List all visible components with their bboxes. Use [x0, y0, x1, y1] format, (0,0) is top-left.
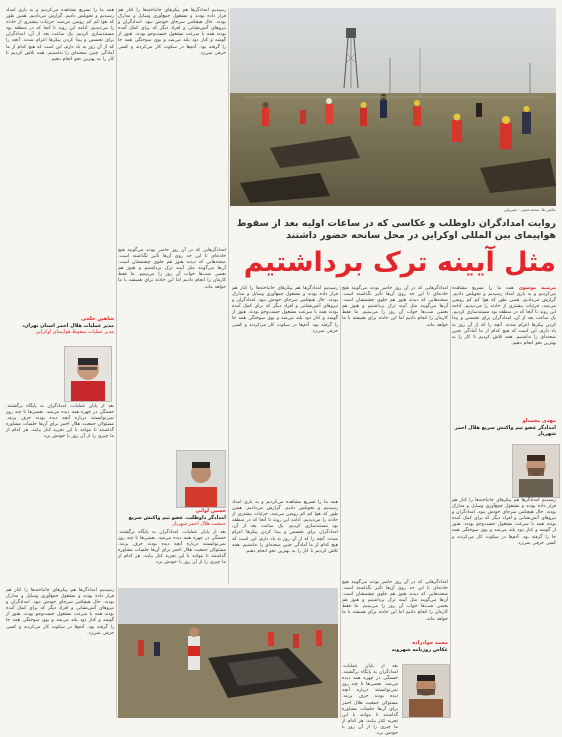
person-2-name: حسین لواتی — [195, 508, 226, 514]
person-1-role: مدیر عملیات هلال احمر استان تهران، — [22, 322, 114, 329]
person-3-byline — [452, 418, 556, 438]
intro-text: همه ما را تسریع مشاهده می‌کردیم و به یاری امداد رسیدیم و تحویلش دادیم. گزارش می‌دادیم. همین طور که هوا کم کم روشن می‌شد، جزئیات بیشتری از حادثه را می‌دیدیم. ادامه این روند تا آنجا که در منطقه بود مستندسازی کردیم. یک ساعت بعد از آن، امدادگران برای تجسس و پیدا کردن پیکرها اعزام شدند. آنچه را که از آن روز به یاد دارم، این است که هیچ کدام از ما آمادگی چنین صحنه‌ای را نداشتیم. همه تلاش کردیم تا کار را به بهترین نحو انجام دهیم. — [452, 286, 556, 346]
article-column-mid-2: امدادگرهایی که در آن روز حاضر بودند می‌گویند هیچ حادثه‌ای تا این حد روی آن‌ها تأثیر نگذاشته است. صحنه‌هایی که دیدند هنوز هم جلوی چشمشان است. آن‌ها می‌گویند مثل آیینه ترک برداشتیم و هنوز هم بعضی شب‌ها خواب آن روز را می‌بینیم. ما فقط کارمان را انجام دادیم اما این حادثه برای همیشه با ما خواهد ماند. — [342, 286, 448, 328]
crash-site-photo — [230, 8, 556, 206]
person-1-sub: مدیر عملیات سقوط هواپیمای اوکراین — [35, 329, 114, 335]
article-column-bottom-2: بعد از پایان عملیات، امدادگران به پایگاه برگشتند. خستگی در چهره همه دیده می‌شد. بعضی‌ها تا چند روز نمی‌توانستند درباره آنچه دیده بودند حرف بزنند. مسئولان جمعیت هلال احمر برای آن‌ها جلسات مشاوره گذاشتند تا بتوانند با این تجربه کنار بیایند. هر کدام از ما چیزی را از آن روز با خودش برد. — [342, 664, 398, 737]
person-2-byline — [118, 508, 226, 528]
person-2-sub: جمعیت هلال احمر شهریار — [172, 521, 226, 527]
person-4-avatar — [402, 664, 450, 718]
article-column-left-5: بعد از پایان عملیات، امدادگران به پایگاه برگشتند. خستگی در چهره همه دیده می‌شد. بعضی‌ها تا چند روز نمی‌توانستند درباره آنچه دیده بودند حرف بزنند. مسئولان جمعیت هلال احمر برای آن‌ها جلسات مشاوره گذاشتند تا بتوانند با این تجربه کنار بیایند. هر کدام از ما چیزی را از آن روز با خودش برد. — [118, 530, 226, 566]
photo-caption: عکس ها: محمدحسن - شیرولی — [503, 207, 556, 212]
person-3-avatar — [512, 444, 560, 498]
headline: مثل آیینه ترک برداشتیم — [243, 247, 556, 278]
person-4-role: عکاس روزنامه شهروند — [391, 646, 448, 653]
person-1-avatar — [64, 346, 112, 402]
article-intro — [452, 286, 556, 416]
person-1-byline — [6, 316, 114, 336]
article-column-mid-3: همه ما را تسریع مشاهده می‌کردیم و به یاری امداد رسیدیم و تحویلش دادیم. گزارش می‌دادیم. همین طور که هوا کم کم روشن می‌شد، جزئیات بیشتری از حادثه را می‌دیدیم. ادامه این روند تا آنجا که در منطقه بود مستندسازی کردیم. یک ساعت بعد از آن، امدادگران برای تجسس و پیدا کردن پیکرها اعزام شدند. آنچه را که از آن روز به یاد دارم، این است که هیچ کدام از ما آمادگی چنین صحنه‌ای را نداشتیم. همه تلاش کردیم تا کار را به بهترین نحو انجام دهیم. — [232, 500, 338, 554]
person-2-avatar — [176, 450, 226, 508]
article-column-left-1: همه ما را تسریع مشاهده می‌کردیم و به یاری امداد رسیدیم و تحویلش دادیم. گزارش می‌دادیم. همین طور که هوا کم کم روشن می‌شد، جزئیات بیشتری از حادثه را می‌دیدیم. ادامه این روند تا آنجا که در منطقه بود مستندسازی کردیم. یک ساعت بعد از آن، امدادگران برای تجسس و پیدا کردن پیکرها اعزام شدند. آنچه را که از آن روز به یاد دارم، این است که هیچ کدام از ما آمادگی چنین صحنه‌ای را نداشتیم. همه تلاش کردیم تا کار را به بهترین نحو انجام دهیم. — [6, 8, 114, 62]
person-3-role: امدادگر عضو تیم واکنش سریع هلال احمر شهریار — [454, 424, 556, 437]
person-1-name: شاهین خلجی — [81, 316, 114, 322]
article-column-left-4: بعد از پایان عملیات، امدادگران به پایگاه برگشتند. خستگی در چهره همه دیده می‌شد. بعضی‌ها تا چند روز نمی‌توانستند درباره آنچه دیده بودند حرف بزنند. مسئولان جمعیت هلال احمر برای آن‌ها جلسات مشاوره گذاشتند تا بتوانند با این تجربه کنار بیایند. هر کدام از ما چیزی را از آن روز با خودش برد. — [6, 404, 114, 440]
person-2-role: امدادگر داوطلب، عضو تیم واکنش سریع — [128, 514, 226, 521]
column-divider — [116, 8, 117, 718]
intro-author: مرضیه موسوی — [518, 286, 556, 291]
column-divider — [450, 286, 451, 718]
wreckage-photo — [118, 588, 338, 718]
article-column-left-6: رسیدیم امدادگرها هم پیکرهای جانباخته‌ها را کنار هم قرار داده بودند و مشغول جمع‌آوری وسایل و مدارک بودند. حال هیچکس سرجای خودش نبود. امدادگران و نیروهای آتش‌نشانی و افراد دیگر که برای کمک آمده بودند همه با سرعت مشغول جست‌وجو بودند. هنوز از گوشه و کنار دود بلند می‌شد و بوی سوختگی همه جا را گرفته بود. آدم‌ها در سکوت کار می‌کردند و کسی حرفی نمی‌زد. — [6, 588, 114, 636]
article-column-left-3: امدادگرهایی که در آن روز حاضر بودند می‌گویند هیچ حادثه‌ای تا این حد روی آن‌ها تأثیر نگذاشته است. صحنه‌هایی که دیدند هنوز هم جلوی چشمشان است. آن‌ها می‌گویند مثل آیینه ترک برداشتیم و هنوز هم بعضی شب‌ها خواب آن روز را می‌بینیم. ما فقط کارمان را انجام دادیم اما این حادثه برای همیشه با ما خواهد ماند. — [118, 248, 226, 290]
article-column-right-1: رسیدیم امدادگرها هم پیکرهای جانباخته‌ها را کنار هم قرار داده بودند و مشغول جمع‌آوری وسایل و مدارک بودند. حال هیچکس سرجای خودش نبود. امدادگران و نیروهای آتش‌نشانی و افراد دیگر که برای کمک آمده بودند همه با سرعت مشغول جست‌وجو بودند. هنوز از گوشه و کنار دود بلند می‌شد و بوی سوختگی همه جا را گرفته بود. آدم‌ها در سکوت کار می‌کردند و کسی حرفی نمی‌زد. — [451, 498, 556, 546]
article-column-left-2: رسیدیم امدادگرها هم پیکرهای جانباخته‌ها را کنار هم قرار داده بودند و مشغول جمع‌آوری وسایل و مدارک بودند. حال هیچکس سرجای خودش نبود. امدادگران و نیروهای آتش‌نشانی و افراد دیگر که برای کمک آمده بودند همه با سرعت مشغول جست‌وجو بودند. هنوز از گوشه و کنار دود بلند می‌شد و بوی سوختگی همه جا را گرفته بود. آدم‌ها در سکوت کار می‌کردند و کسی حرفی نمی‌زد. — [118, 8, 226, 56]
person-4-name: محمد جوادزاده — [412, 640, 448, 646]
person-4-byline — [342, 640, 448, 653]
person-3-name: مهدی محمدلو — [522, 418, 556, 424]
column-divider — [340, 286, 341, 718]
article-column-mid-1: رسیدیم امدادگرها هم پیکرهای جانباخته‌ها را کنار هم قرار داده بودند و مشغول جمع‌آوری وسایل و مدارک بودند. حال هیچکس سرجای خودش نبود. امدادگران و نیروهای آتش‌نشانی و افراد دیگر که برای کمک آمده بودند همه با سرعت مشغول جست‌وجو بودند. هنوز از گوشه و کنار دود بلند می‌شد و بوی سوختگی همه جا را گرفته بود. آدم‌ها در سکوت کار می‌کردند و کسی حرفی نمی‌زد. — [232, 286, 338, 334]
kicker: روایت امدادگران داوطلب و عکاسی که در ساعات اولیه بعد از سقوط هواپیمای بین المللی اوکراین در محل سانحه حضور داشتند — [236, 218, 556, 241]
article-column-bottom-1: امدادگرهایی که در آن روز حاضر بودند می‌گویند هیچ حادثه‌ای تا این حد روی آن‌ها تأثیر نگذاشته است. صحنه‌هایی که دیدند هنوز هم جلوی چشمشان است. آن‌ها می‌گویند مثل آیینه ترک برداشتیم و هنوز هم بعضی شب‌ها خواب آن روز را می‌بینیم. ما فقط کارمان را انجام دادیم اما این حادثه برای همیشه با ما خواهد ماند. — [342, 580, 448, 622]
column-divider — [228, 8, 229, 584]
